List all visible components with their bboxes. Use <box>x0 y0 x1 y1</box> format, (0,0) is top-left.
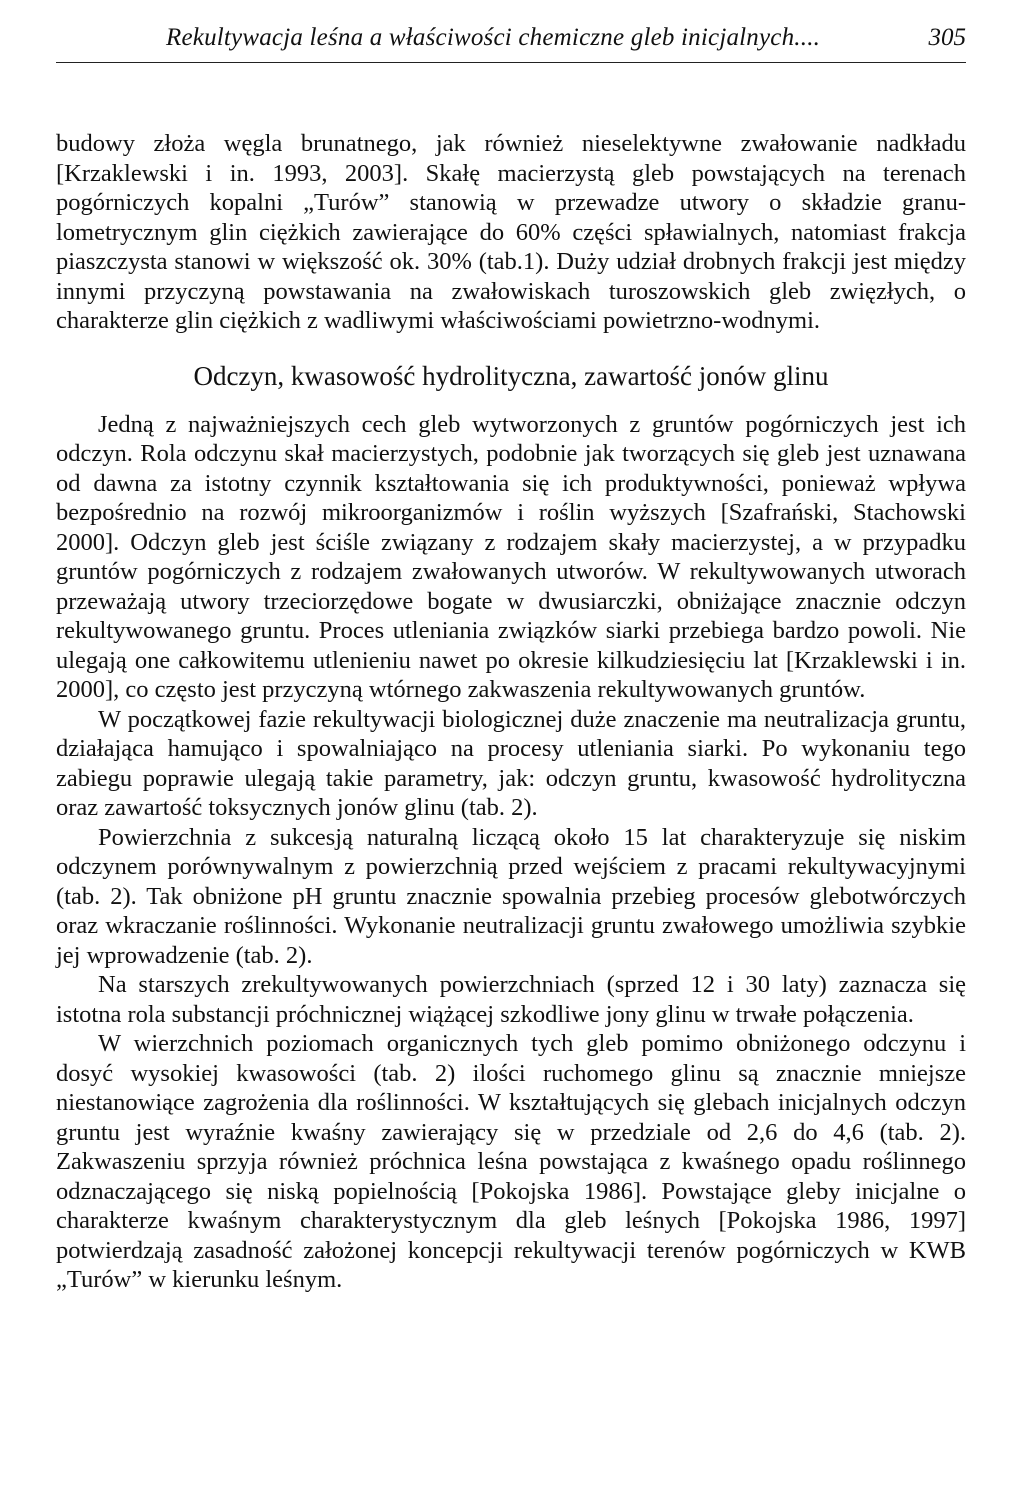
paragraph: Powierzchnia z sukcesją naturalną liczącą około 15 lat charakteryzuje się niskim odczynem porównywalnym z powierzchnią przed wejściem z pracami rekultywacyjnymi (tab. 2). Tak obniżone pH gruntu znacznie spowalnia przebieg procesów glebotwórczych oraz wkraczanie roślinności. Wykonanie neutralizacji gruntu zwałowego umożliwia szybkie jej wprowadzenie (tab. 2). <box>56 823 966 969</box>
running-header <box>56 20 966 63</box>
paragraph: Jedną z najważniejszych cech gleb wytworzonych z gruntów pogórniczych jest ich odczyn. Rola odczynu skał macierzystych, podobnie jak tworzących się gleb jest uznawana od dawna za istotny czynnik kształtowania się ich produktywności, ponieważ wpływa bezpośrednio na rozwój mikroorganizmów i roślin wyższych [Szafrański, Stachowski 2000]. Odczyn gleb jest ściśle związany z rodzajem skały macierzystej, a w przypadku gruntów pogórniczych z rodzajem zwałowanych utworów. W rekultywowanych utworach przeważają utwory trzeciorzędowe bogate w dwusiarczki, obniżające znacznie odczyn rekultywowanego gruntu. Proces utleniania związków siarki przebiega bardzo powoli. Nie ulegają one całkowitemu utlenieniu nawet po okresie kilkudziesięciu lat [Krzaklewski i in. 2000], co często jest przyczyną wtórnego zakwaszenia rekultywowanych gruntów. <box>56 410 966 703</box>
page-number: 305 <box>928 24 966 51</box>
paragraph: W początkowej fazie rekultywacji biologicznej duże znaczenie ma neutralizacja gruntu, działająca hamująco i spowalniająco na procesy utleniania siarki. Po wykonaniu tego zabiegu poprawie ulegają takie parametry, jak: odczyn gruntu, kwasowość hydrolityczna oraz zawartość toksycznych jonów glinu (tab. 2). <box>56 705 966 821</box>
article-body <box>56 129 966 1295</box>
paragraph: W wierzchnich poziomach organicznych tych gleb pomimo obniżonego odczynu i dosyć wysokiej kwasowości (tab. 2) ilości ruchomego glinu są znacznie mniejsze niestanowiące zagrożenia dla roślinności. W kształtujących się glebach inicjalnych odczyn gruntu jest wyraźnie kwaśny zawierający się w przedziale od 2,6 do 4,6 (tab. 2). Zakwaszeniu sprzyja również próchnica leśna powstająca z kwaśnego opadu roślinnego odznaczającego się niską popielnością [Pokojska 1986]. Powstające gleby inicjalne o charakterze kwaśnym charakterystycznym dla gleb leśnych [Pokojska 1986, 1997] potwierdzają zasadność założonej koncepcji rekultywacji terenów pogórniczych w KWB „Turów” w kierunku leśnym. <box>56 1030 966 1293</box>
paragraph: Na starszych zrekultywowanych powierzchniach (sprzed 12 i 30 laty) zaznacza się istotna rola substancji próchnicznej wiążącej szkodliwe jony glinu w trwałe połączenia. <box>56 971 966 1028</box>
section-heading: Odczyn, kwasowość hydrolityczna, zawartość jonów glinu <box>193 360 829 391</box>
page <box>56 20 966 1295</box>
paragraph-continuation: budowy złoża węgla brunatnego, jak również nieselektywne zwałowanie nadkładu [Krzaklewski i in. 1993, 2003]. Skałę macierzystą gleb powstających na terenach pogórniczych kopalni „Turów” stanowią w przewadze utwory o składzie granulometrycznym glin ciężkich zawierające do 60% części spławialnych, natomiast frakcja piaszczysta stanowi w większość ok. 30% (tab.1). Duży udział drobnych frakcji jest między innymi przyczyną powstawania na zwałowiskach turoszowskich gleb zwięzłych, o charakterze glin ciężkich z wadliwymi właściwościami powietrzno-wodnymi. <box>56 130 966 334</box>
running-title: Rekultywacja leśna a właściwości chemiczne gleb inicjalnych.... <box>166 24 821 51</box>
